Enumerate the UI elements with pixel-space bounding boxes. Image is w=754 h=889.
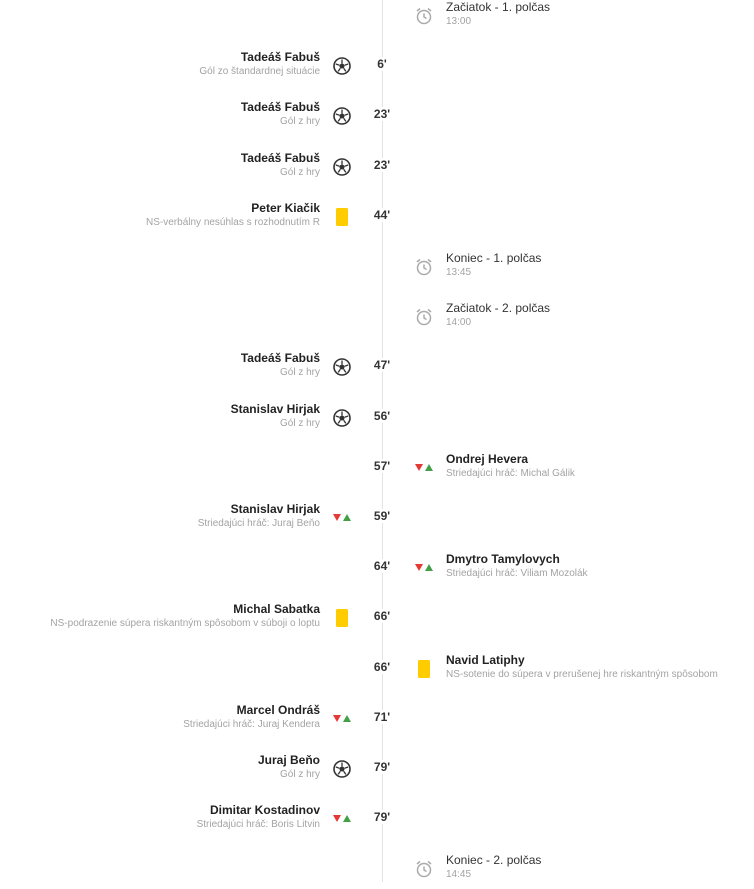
event-row [0,46,754,86]
event-row [0,197,754,237]
period-row [0,0,754,36]
period-info [446,251,541,280]
event-info [231,402,320,431]
player-name: Stanislav Hirjak [230,502,320,516]
event-minute: 66' [364,660,400,674]
player-name: Ondrej Hevera [446,451,529,466]
period-time: 14:00 [446,317,472,329]
period-row [0,297,754,337]
event-info [198,502,320,531]
event-info [446,452,575,481]
event-detail: NS-verbálny nesúhlas s rozhodnutím R [146,216,320,228]
player-name: Tadeáš Fabuš [240,351,320,366]
event-row [0,398,754,438]
event-info [50,602,320,631]
event-minute: 47' [364,358,400,372]
period-info [446,853,541,882]
event-minute: 57' [364,459,400,473]
player-name: Dmytro Tamylovych [446,552,560,567]
event-row [0,147,754,187]
event-detail: Gól z hry [279,367,320,379]
event-row [0,799,754,839]
event-info [258,753,320,782]
period-time: 13:45 [446,267,472,278]
soccer-ball-icon [332,106,352,126]
substitution-icon [332,508,352,528]
event-detail: NS-podrazenie súpera riskantným spôsobom v súboji o loptu [50,618,320,630]
player-name: Tadeáš Fabuš [240,150,320,165]
yellow-card-icon [332,207,352,227]
event-minute: 66' [364,609,400,623]
event-minute: 23' [364,158,400,172]
event-minute: 79' [364,810,400,824]
soccer-ball-icon [332,357,352,377]
event-detail: Gól zo štandardnej situácie [199,66,320,78]
event-detail: NS-sotenie do súpera v prerušenej hre riskantným spôsobom [446,668,718,680]
event-minute: 71' [364,710,400,724]
event-info [199,50,320,79]
period-title: Začiatok - 1. polčas [446,0,551,14]
soccer-ball-icon [332,759,352,779]
event-row [0,548,754,588]
alarm-clock-icon [414,6,434,26]
event-detail: Striedajúci hráč: Boris Litvin [196,819,320,831]
event-detail: Gól z hry [279,116,320,128]
event-detail: Striedajúci hráč: Juraj Kendera [183,718,320,730]
player-name: Dimitar Kostadinov [209,803,320,818]
substitution-icon [332,709,352,729]
event-row [0,699,754,739]
event-row [0,96,754,136]
substitution-icon [332,809,352,829]
event-minute: 56' [364,409,400,423]
period-row [0,247,754,287]
event-minute: 59' [364,509,400,523]
soccer-ball-icon [332,408,352,428]
event-info [241,100,320,129]
event-info [446,552,588,581]
period-row [0,849,754,889]
period-info [446,0,550,29]
event-minute: 44' [364,208,400,222]
period-time: 14:45 [446,869,472,881]
period-title: Koniec - 2. polčas [446,853,542,868]
event-detail: Gól z hry [279,769,320,780]
event-minute: 6' [364,57,400,71]
period-time: 13:00 [446,16,472,27]
event-row [0,448,754,488]
event-info [146,201,320,230]
substitution-icon [414,458,434,478]
event-info [446,653,718,682]
player-name: Peter Kiačik [251,200,320,215]
yellow-card-icon [332,608,352,628]
event-row [0,749,754,789]
event-row [0,498,754,538]
event-detail: Striedajúci hráč: Viliam Mozolák [446,568,588,580]
player-name: Juraj Beňo [257,753,320,767]
event-row [0,347,754,387]
event-row [0,598,754,638]
event-minute: 79' [364,760,400,774]
event-detail: Gól z hry [279,166,320,178]
player-name: Stanislav Hirjak [230,401,320,416]
soccer-ball-icon [332,56,352,76]
event-row [0,649,754,689]
event-info [241,351,320,380]
yellow-card-icon [414,659,434,679]
period-info [446,301,550,330]
event-minute: 64' [364,559,400,573]
event-detail: Striedajúci hráč: Juraj Beňo [197,518,320,529]
player-name: Michal Sabatka [233,602,320,617]
period-title: Koniec - 1. polčas [446,251,542,265]
event-detail: Striedajúci hráč: Michal Gálik [446,467,575,479]
alarm-clock-icon [414,257,434,277]
event-info [197,803,320,832]
alarm-clock-icon [414,859,434,879]
period-title: Začiatok - 2. polčas [446,301,551,316]
event-info [241,151,320,180]
event-detail: Gól z hry [279,417,320,429]
event-info [183,703,320,732]
player-name: Navid Latiphy [446,652,525,667]
player-name: Tadeáš Fabuš [240,100,320,115]
event-minute: 23' [364,107,400,121]
substitution-icon [414,558,434,578]
player-name: Tadeáš Fabuš [240,50,320,65]
soccer-ball-icon [332,157,352,177]
alarm-clock-icon [414,307,434,327]
player-name: Marcel Ondráš [236,702,320,717]
